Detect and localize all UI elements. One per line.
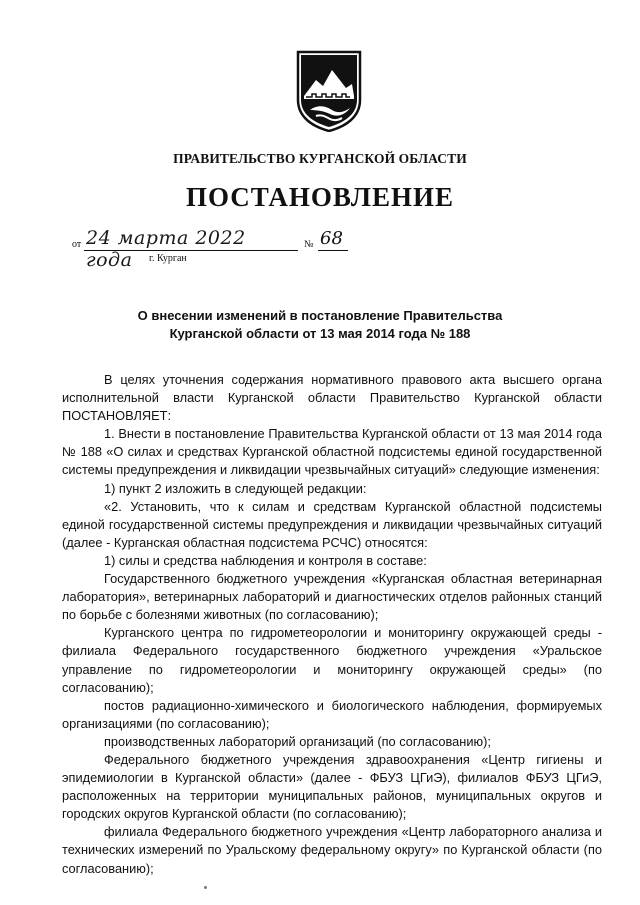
body-paragraph: Курганского центра по гидрометеорологии и мониторингу окружающей среды - филиала Федерального государственного бюджетного учреждения «Уральское управление по гидрометеорологии и мониторингу окружающей среды» (по согласованию); bbox=[62, 625, 602, 695]
date-underline bbox=[84, 250, 298, 251]
body-paragraph: 1) пункт 2 изложить в следующей редакции: bbox=[104, 480, 367, 496]
subject-line-2: Курганской области от 13 мая 2014 года № 188 bbox=[169, 326, 471, 341]
body-paragraph: 1. Внести в постановление Правительства Курганской области от 13 мая 2014 года № 188 «О силах и средствах Курганской областной подсистемы единой государственной системы предупреждения и ликвидации чрезвычайных ситуаций» следующие изменения: bbox=[62, 426, 602, 478]
handwritten-date: 24 марта 2022 года bbox=[86, 227, 246, 271]
coat-of-arms-icon bbox=[296, 50, 362, 132]
date-number-line bbox=[72, 226, 372, 271]
body-paragraph: производственных лабораторий организаций (по согласованию); bbox=[104, 733, 491, 749]
body-paragraph: В целях уточнения содержания нормативного правового акта высшего органа исполнительной власти Курганской области Правительство Курганской области ПОСТАНОВЛЯЕТ: bbox=[62, 372, 602, 424]
organization-name: ПРАВИТЕЛЬСТВО КУРГАНСКОЙ ОБЛАСТИ bbox=[173, 151, 467, 166]
body-paragraph: постов радиационно-химического и биологического наблюдения, формируемых организациями (по согласованию); bbox=[62, 697, 602, 731]
page-dot-mark bbox=[204, 886, 207, 889]
body-paragraph: «2. Установить, что к силам и средствам Курганской областной подсистемы единой государственной системы предупреждения и ликвидации чрезвычайных ситуаций (далее - Курганская областная подсистема РСЧС) относятся: bbox=[62, 498, 602, 550]
handwritten-number: 68 bbox=[320, 228, 343, 249]
body-paragraph: филиала Федерального бюджетного учреждения «Центр лабораторного анализа и технических измерений по Уральскому федеральному округу» по Курганской области (по согласованию); bbox=[62, 824, 602, 876]
document-subject bbox=[0, 307, 640, 343]
city-label: г. Курган bbox=[149, 253, 187, 264]
date-from-label: от bbox=[72, 239, 82, 250]
document-type-title: ПОСТАНОВЛЕНИЕ bbox=[185, 182, 455, 212]
number-underline bbox=[318, 250, 348, 251]
body-paragraph: Федерального бюджетного учреждения здравоохранения «Центр гигиены и эпидемиологии в Курганской области» (далее - ФБУЗ ЦГиЭ), филиалов ФБУЗ ЦГиЭ, расположенных на территории муниципальных районов, муниципальных округов и городских округов Курганской области (по согласованию); bbox=[62, 751, 602, 822]
subject-line-1: О внесении изменений в постановление Правительства bbox=[137, 308, 503, 323]
body-paragraph: 1) силы и средства наблюдения и контроля в составе: bbox=[104, 552, 427, 568]
document-body bbox=[62, 371, 602, 878]
body-paragraph: Государственного бюджетного учреждения «Курганская областная ветеринарная лаборатория», ветеринарных лабораторий и диагностических отделов районных станций по борьбе с болезнями животных (по согласованию); bbox=[62, 571, 602, 623]
number-label: № bbox=[304, 239, 314, 250]
